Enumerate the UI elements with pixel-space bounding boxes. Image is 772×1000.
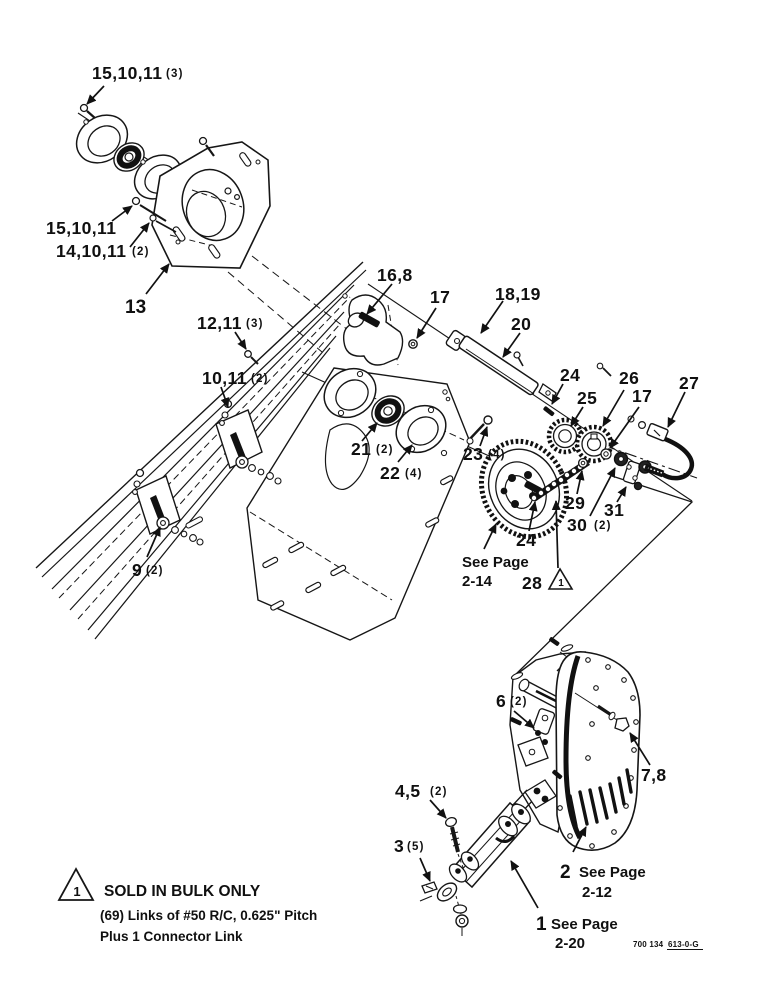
- see-page-2-20-line1: See Page: [551, 916, 618, 933]
- callout-23-qty: (4): [488, 449, 506, 461]
- see-page-2-14-line1: See Page: [462, 554, 529, 571]
- callout-14-10-11: 14,10,11: [56, 241, 127, 261]
- callout-6-qty: (2): [510, 696, 528, 708]
- callout-26: 26: [619, 368, 640, 388]
- callout-18-19: 18,19: [495, 284, 541, 304]
- callout-30: 30: [567, 515, 588, 535]
- callout-15-10-11-top-qty: (3): [166, 68, 184, 80]
- callout-25: 25: [577, 388, 598, 408]
- callout-4-5-qty: (2): [430, 786, 448, 798]
- bolt-12-11: [245, 351, 258, 364]
- callout-12-11: 12,11: [197, 313, 242, 333]
- callout-15-10-11-top: 15,10,11: [92, 63, 163, 83]
- callout-17-b: 17: [632, 386, 653, 406]
- callout-9: 9: [132, 560, 143, 580]
- bulk-note: [59, 869, 317, 944]
- callout-24-lower: 24: [516, 530, 537, 550]
- callout-28: 28: [522, 573, 543, 593]
- callout-15-10-11: 15,10,11: [46, 218, 117, 238]
- callout-10-11: 10,11: [202, 368, 247, 388]
- callout-20: 20: [511, 314, 532, 334]
- chain-note-triangle-icon: [549, 569, 572, 589]
- see-page-2-12-num: 2: [560, 862, 571, 883]
- see-page-2-12-line1: See Page: [579, 864, 646, 881]
- callout-12-11-qty: (3): [246, 318, 264, 330]
- callout-6: 6: [496, 691, 507, 711]
- bulk-note-triangle-number: 1: [73, 884, 81, 899]
- callout-13: 13: [125, 297, 147, 318]
- callout-24-upper: 24: [560, 365, 581, 385]
- callout-22-qty: (4): [405, 468, 423, 480]
- callout-23: 23: [463, 444, 484, 464]
- callout-16-8: 16,8: [377, 265, 413, 285]
- bulk-note-title: SOLD IN BULK ONLY: [104, 883, 261, 900]
- see-page-2-14-line2: 2-14: [462, 573, 493, 590]
- callout-4-5: 4,5: [395, 781, 421, 801]
- callout-29: 29: [565, 493, 586, 513]
- callout-31: 31: [604, 500, 625, 520]
- see-page-2-20-line2: 2-20: [555, 935, 586, 952]
- see-page-2-20-num: 1: [536, 914, 547, 935]
- callout-10-11-qty: (2): [251, 373, 269, 385]
- chain-note-triangle-number: 1: [558, 578, 564, 589]
- figure-code-right: 613-0-G: [668, 940, 699, 949]
- cable-27: [645, 423, 692, 478]
- callout-30-qty: (2): [594, 520, 612, 532]
- callout-17-a: 17: [430, 287, 451, 307]
- callout-9-qty: (2): [146, 565, 164, 577]
- callout-27: 27: [679, 373, 700, 393]
- callout-3-qty: (5): [407, 841, 425, 853]
- callout-21-qty: (2): [376, 444, 394, 456]
- callout-22: 22: [380, 463, 401, 483]
- callout-3: 3: [394, 836, 405, 856]
- figure-code: [633, 940, 703, 950]
- callout-14-10-11-qty: (2): [132, 246, 150, 258]
- callout-21: 21: [351, 439, 372, 459]
- callout-7-8: 7,8: [641, 765, 667, 785]
- bulk-note-line2: (69) Links of #50 R/C, 0.625" Pitch: [100, 908, 318, 923]
- cylinder-assembly: [445, 329, 556, 401]
- see-page-2-12-line2: 2-12: [582, 884, 613, 901]
- pivot-bracket-16-8: [343, 294, 417, 365]
- figure-code-left: 700 134: [633, 940, 664, 949]
- bulk-note-line3: Plus 1 Connector Link: [100, 929, 243, 944]
